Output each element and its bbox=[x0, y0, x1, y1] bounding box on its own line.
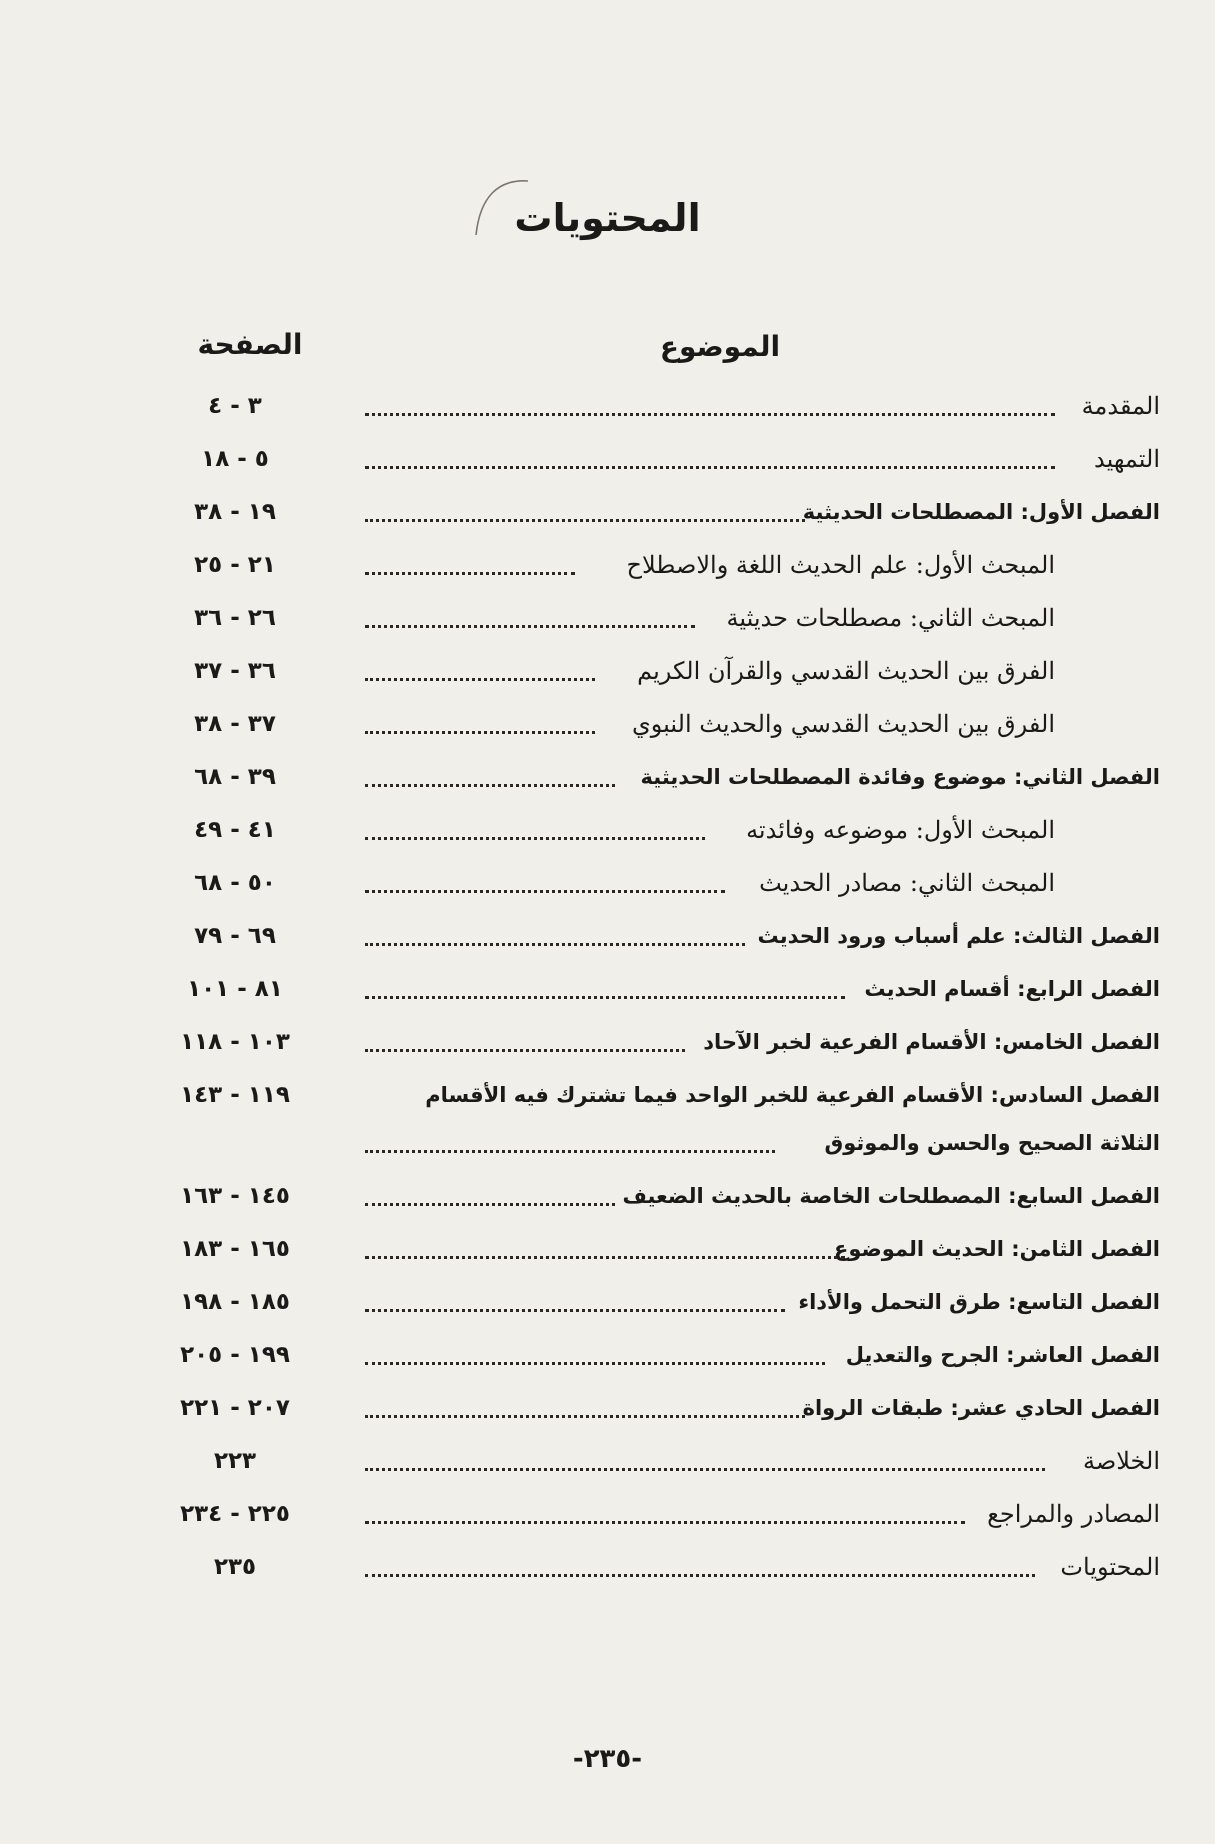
toc-entry-title: الفرق بين الحديث القدسي والقرآن الكريم bbox=[637, 657, 1055, 685]
toc-entry[interactable] bbox=[150, 966, 1160, 1019]
toc-entry-title: المصادر والمراجع bbox=[987, 1500, 1160, 1528]
toc-entry-title: المبحث الثاني: مصطلحات حديثية bbox=[726, 604, 1055, 632]
toc-entry-pages: ١٩٩ - ٢٠٥ bbox=[180, 1342, 290, 1368]
toc-entry-title: الفصل الحادي عشر: طبقات الرواة bbox=[802, 1396, 1160, 1420]
toc-entry-pages: ٢٦ - ٣٦ bbox=[194, 605, 276, 631]
toc-entry-pages: ٣٩ - ٦٨ bbox=[194, 764, 276, 790]
table-of-contents bbox=[150, 383, 1160, 1597]
dot-leader bbox=[365, 625, 695, 628]
toc-entry-pages: ٣ - ٤ bbox=[208, 393, 262, 419]
toc-entry-pages: ١٦٥ - ١٨٣ bbox=[180, 1236, 290, 1262]
dot-leader bbox=[365, 572, 575, 575]
dot-leader bbox=[365, 1203, 615, 1206]
column-header-topic: الموضوع bbox=[659, 330, 781, 363]
dot-leader bbox=[365, 784, 615, 787]
dot-leader bbox=[365, 466, 1055, 469]
toc-entry-pages: ٣٦ - ٣٧ bbox=[194, 658, 276, 684]
toc-entry-pages: ٤١ - ٤٩ bbox=[194, 817, 276, 843]
toc-entry[interactable] bbox=[150, 436, 1160, 489]
dot-leader bbox=[365, 996, 845, 999]
toc-entry[interactable] bbox=[150, 1173, 1160, 1226]
toc-entry[interactable] bbox=[150, 1438, 1160, 1491]
dot-leader bbox=[365, 678, 595, 681]
toc-entry[interactable] bbox=[150, 1072, 1160, 1120]
toc-entry-pages: ١٤٥ - ١٦٣ bbox=[180, 1183, 290, 1209]
dot-leader bbox=[365, 1574, 1035, 1577]
toc-entry-pages: ٢٢٥ - ٢٣٤ bbox=[180, 1501, 290, 1527]
toc-entry-title: التمهيد bbox=[1094, 445, 1160, 473]
toc-entry-pages: ٢٣٥ bbox=[213, 1554, 257, 1580]
column-header-page: الصفحة bbox=[197, 328, 303, 361]
toc-entry-title: المبحث الأول: موضوعه وفائدته bbox=[746, 816, 1055, 844]
toc-entry-title: الخلاصة bbox=[1082, 1447, 1160, 1475]
toc-entry[interactable] bbox=[150, 1279, 1160, 1332]
toc-entry-pages: ٥٠ - ٦٨ bbox=[194, 870, 276, 896]
toc-entry-title: المبحث الأول: علم الحديث اللغة والاصطلاح bbox=[626, 551, 1055, 579]
toc-entry-pages: ١١٩ - ١٤٣ bbox=[180, 1082, 290, 1108]
page-number: -٢٣٥- bbox=[572, 1744, 643, 1774]
toc-entry-pages: ٦٩ - ٧٩ bbox=[194, 923, 276, 949]
toc-entry-pages: ١٩ - ٣٨ bbox=[194, 499, 276, 525]
toc-entry-title: الفصل السابع: المصطلحات الخاصة بالحديث الضعيف bbox=[622, 1184, 1160, 1208]
dot-leader bbox=[365, 837, 705, 840]
toc-entry-pages: ٢٠٧ - ٢٢١ bbox=[180, 1395, 290, 1421]
toc-entry-pages: ١٨٥ - ١٩٨ bbox=[180, 1289, 290, 1315]
toc-entry[interactable] bbox=[150, 913, 1160, 966]
dot-leader bbox=[365, 1362, 825, 1365]
dot-leader bbox=[365, 1415, 805, 1418]
dot-leader bbox=[365, 943, 745, 946]
page-title: المحتويات bbox=[514, 196, 701, 240]
dot-leader bbox=[365, 1049, 685, 1052]
toc-entry[interactable] bbox=[150, 383, 1160, 436]
toc-entry-pages: ٨١ - ١٠١ bbox=[187, 976, 283, 1002]
dot-leader bbox=[365, 1309, 785, 1312]
toc-entry-pages: ٥ - ١٨ bbox=[201, 446, 269, 472]
toc-entry[interactable] bbox=[150, 860, 1160, 913]
toc-entry[interactable] bbox=[150, 701, 1160, 754]
toc-entry-title: الفصل التاسع: طرق التحمل والأداء bbox=[798, 1290, 1160, 1314]
toc-entry-title: المبحث الثاني: مصادر الحديث bbox=[759, 869, 1055, 897]
toc-entry-title: الفصل السادس: الأقسام الفرعية للخبر الواحد فيما تشترك فيه الأقسام bbox=[425, 1083, 1160, 1107]
toc-entry-title: الفصل الخامس: الأقسام الفرعية لخبر الآحاد bbox=[703, 1030, 1160, 1054]
toc-entry-title: الثلاثة الصحيح والحسن والموثوق bbox=[824, 1131, 1160, 1155]
dot-leader bbox=[365, 890, 725, 893]
toc-entry[interactable] bbox=[150, 807, 1160, 860]
dot-leader bbox=[365, 1150, 775, 1153]
toc-entry-title: الفصل العاشر: الجرح والتعديل bbox=[845, 1343, 1160, 1367]
dot-leader bbox=[365, 731, 595, 734]
toc-entry-pages: ٢٢٣ bbox=[213, 1448, 257, 1474]
dot-leader bbox=[365, 1468, 1045, 1471]
toc-entry-pages: ١٠٣ - ١١٨ bbox=[180, 1029, 290, 1055]
toc-entry[interactable] bbox=[150, 1019, 1160, 1072]
toc-entry[interactable] bbox=[150, 1226, 1160, 1279]
toc-entry[interactable] bbox=[150, 754, 1160, 807]
toc-entry-title: المحتويات bbox=[1060, 1553, 1160, 1581]
toc-entry-title: المقدمة bbox=[1081, 392, 1160, 420]
toc-entry-title: الفصل الثالث: علم أسباب ورود الحديث bbox=[757, 924, 1160, 948]
toc-entry[interactable] bbox=[150, 542, 1160, 595]
toc-entry-title: الفصل الأول: المصطلحات الحديثية bbox=[802, 500, 1160, 524]
toc-entry-title: الفصل الثاني: موضوع وفائدة المصطلحات الحديثية bbox=[640, 765, 1160, 789]
toc-entry[interactable] bbox=[150, 1491, 1160, 1544]
toc-entry[interactable] bbox=[150, 1385, 1160, 1438]
dot-leader bbox=[365, 1521, 965, 1524]
toc-entry[interactable] bbox=[150, 595, 1160, 648]
toc-entry-pages: ٣٧ - ٣٨ bbox=[194, 711, 276, 737]
toc-entry[interactable] bbox=[150, 489, 1160, 542]
dot-leader bbox=[365, 413, 1055, 416]
toc-entry-title: الفرق بين الحديث القدسي والحديث النبوي bbox=[631, 710, 1055, 738]
dot-leader bbox=[365, 1256, 845, 1259]
dot-leader bbox=[365, 519, 805, 522]
toc-entry[interactable] bbox=[150, 1544, 1160, 1597]
toc-entry-title: الفصل الثامن: الحديث الموضوع bbox=[833, 1237, 1160, 1261]
toc-entry-title: الفصل الرابع: أقسام الحديث bbox=[864, 977, 1160, 1001]
toc-entry[interactable] bbox=[150, 1120, 1160, 1173]
toc-entry[interactable] bbox=[150, 648, 1160, 701]
toc-entry[interactable] bbox=[150, 1332, 1160, 1385]
toc-entry-pages: ٢١ - ٢٥ bbox=[194, 552, 276, 578]
